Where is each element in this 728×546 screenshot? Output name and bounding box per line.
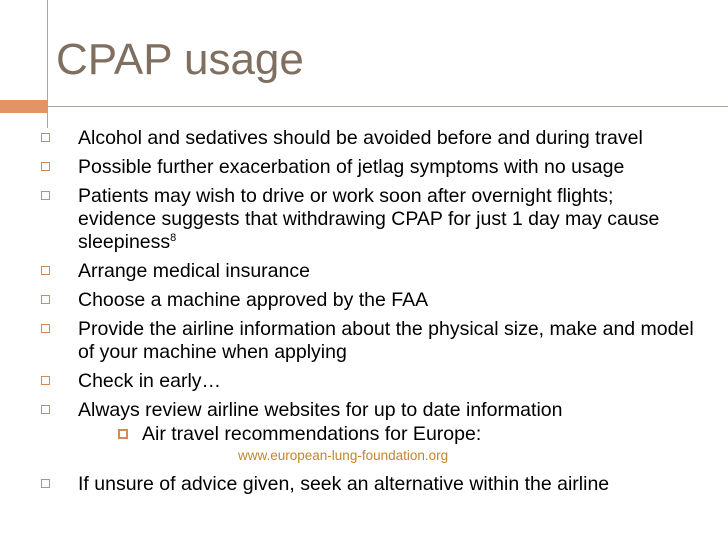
title-divider [48,106,728,107]
square-bullet-icon [41,405,50,414]
bullet-text: Provide the airline information about the physical size, make and model of your machine when applying [78,318,694,363]
bullet-list [36,127,696,502]
bullet-text: Always review airline websites for up to date information [78,399,563,421]
bullet-item-check-in [36,370,696,393]
bullet-item-machine [36,289,696,312]
bullet-text: Possible further exacerbation of jetlag symptoms with no usage [78,156,625,178]
bullet-text: Arrange medical insurance [78,260,310,282]
bullet-item-alcohol [36,127,696,150]
square-bullet-icon [41,191,50,200]
square-bullet-icon [41,376,50,385]
square-bullet-icon [41,295,50,304]
footnote-reference: 8 [170,232,177,244]
square-bullet-icon [41,266,50,275]
bullet-text: Alcohol and sedatives should be avoided before and during travel [78,127,643,149]
title-accent-block [0,100,48,113]
square-bullet-icon [41,479,50,488]
bullet-text: Choose a machine approved by the FAA [78,289,429,311]
bullet-item-insurance [36,260,696,283]
bullet-text: Patients may wish to drive or work soon after overnight flights; evidence suggests that withdrawing CPAP for just 1 day may cause sleepiness [78,185,660,253]
bullet-text: Check in early… [78,370,222,392]
square-bullet-icon [41,162,50,171]
slide-title: CPAP usage [56,35,304,84]
sub-bullet-item-europe [78,423,696,446]
filled-square-bullet-icon [118,429,128,439]
bullet-item-jetlag [36,156,696,179]
european-lung-foundation-link[interactable]: www.european-lung-foundation.org [238,448,449,463]
bullet-item-airline-info [36,318,696,364]
square-bullet-icon [41,324,50,333]
square-bullet-icon [41,133,50,142]
bullet-item-unsure [36,473,696,496]
bullet-item-review-websites [36,399,696,465]
bullet-text: If unsure of advice given, seek an alternative within the airline [78,473,610,495]
sub-bullet-text: Air travel recommendations for Europe: [142,423,482,445]
bullet-item-drive [36,185,696,254]
